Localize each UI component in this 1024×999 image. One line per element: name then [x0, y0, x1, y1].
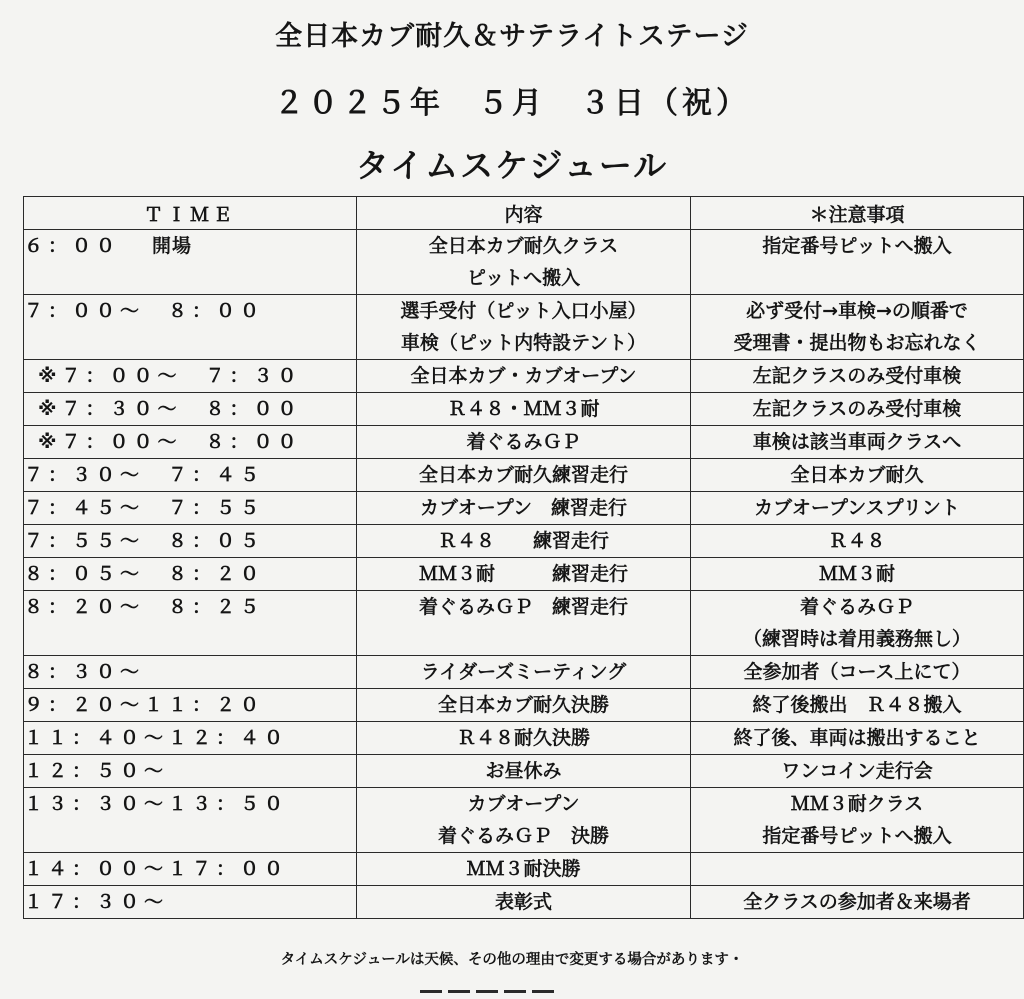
schedule-note-cell	[691, 492, 1024, 525]
schedule-note-cell	[691, 755, 1024, 788]
time-event-text: 開場	[152, 235, 193, 257]
time-text: ７：５５～ ８：０５	[24, 530, 265, 552]
schedule-content-cell	[357, 393, 691, 426]
time-text: ８：０５～ ８：２０	[24, 563, 265, 585]
schedule-row	[24, 591, 1024, 656]
time-text: ９：２０～１１：２０	[24, 694, 265, 716]
schedule-row	[24, 525, 1024, 558]
time-text: ７：３０～ ７：４５	[24, 464, 265, 486]
note-line: ワンコイン走行会	[781, 760, 933, 782]
content-line: 表彰式	[494, 891, 552, 913]
content-line: カブオープン 練習走行	[419, 497, 628, 519]
schedule-time-cell	[24, 459, 357, 492]
schedule-time-cell	[24, 656, 357, 689]
time-text: ７：００～ ８：００	[24, 300, 265, 322]
schedule-content-cell	[357, 558, 691, 591]
content-line: ＭＭ３耐決勝	[466, 858, 581, 880]
schedule-note-cell	[691, 230, 1024, 295]
content-line: Ｒ４８ 練習走行	[437, 530, 609, 552]
time-text: １２：５０～	[24, 760, 169, 782]
time-text: １７：３０～	[24, 891, 169, 913]
schedule-note-cell	[691, 788, 1024, 853]
time-text: ８：２０～ ８：２５	[24, 596, 265, 618]
event-title: 全日本カブ耐久＆サテライトステージ	[275, 21, 749, 52]
schedule-time-cell	[24, 591, 357, 656]
note-line: 着ぐるみＧＰ	[799, 596, 914, 618]
schedule-row	[24, 722, 1024, 755]
schedule-row	[24, 426, 1024, 459]
note-line: 全日本カブ耐久	[790, 464, 924, 486]
schedule-row	[24, 492, 1024, 525]
schedule-row	[24, 393, 1024, 426]
schedule-table	[23, 196, 1024, 919]
content-line: カブオープン	[467, 793, 580, 815]
content-line: Ｒ４８耐久決勝	[456, 727, 590, 749]
content-line: 選手受付（ピット入口小屋）	[400, 300, 647, 322]
schedule-row	[24, 788, 1024, 853]
schedule-time-cell	[24, 755, 357, 788]
schedule-content-cell	[357, 755, 691, 788]
schedule-note-cell	[691, 558, 1024, 591]
schedule-time-cell	[24, 492, 357, 525]
schedule-note-cell	[691, 459, 1024, 492]
schedule-content-cell	[357, 360, 691, 393]
schedule-time-cell	[24, 360, 357, 393]
schedule-row	[24, 853, 1024, 886]
content-line: 全日本カブ・カブオープン	[410, 365, 637, 387]
content-line: 着ぐるみＧＰ 練習走行	[418, 596, 628, 618]
time-text: ※７：００～ ７：３０	[38, 365, 302, 387]
time-text: １３：３０～１３：５０	[24, 793, 289, 815]
time-text: ※７：３０～ ８：００	[38, 398, 302, 420]
schedule-row	[24, 459, 1024, 492]
note-line: 左記クラスのみ受付車検	[752, 365, 962, 387]
schedule-time-cell	[24, 886, 357, 919]
note-line: 指定番号ピットへ搬入	[762, 235, 952, 257]
note-line: ＭＭ３耐クラス	[790, 793, 924, 815]
schedule-note-cell	[691, 689, 1024, 722]
content-line: 全日本カブ耐久クラス	[428, 235, 619, 257]
schedule-footnote: タイムスケジュールは天候、その他の理由で変更する場合があります・	[280, 952, 744, 968]
schedule-row	[24, 689, 1024, 722]
note-line: 指定番号ピットへ搬入	[762, 825, 952, 847]
schedule-note-cell	[691, 525, 1024, 558]
schedule-note-cell	[691, 886, 1024, 919]
schedule-content-cell	[357, 788, 691, 853]
schedule-time-cell	[24, 689, 357, 722]
schedule-row	[24, 295, 1024, 360]
cutoff-text-fragment	[420, 988, 620, 999]
schedule-row	[24, 755, 1024, 788]
schedule-row	[24, 230, 1024, 295]
note-line: カブオープンスプリント	[754, 497, 960, 519]
note-line: 受理書・提出物もお忘れなく	[733, 332, 981, 354]
content-line: ピットへ搬入	[466, 267, 581, 289]
schedule-time-cell	[24, 426, 357, 459]
header-time: ＴＩＭＥ	[24, 197, 357, 230]
schedule-content-cell	[357, 656, 691, 689]
content-line: 車検（ピット内特設テント）	[400, 332, 647, 354]
note-line: ＭＭ３耐	[818, 563, 895, 585]
schedule-time-cell	[24, 230, 357, 295]
note-line: 全参加者（コース上にて）	[743, 661, 971, 683]
content-line: 着ぐるみＧＰ 決勝	[437, 825, 609, 847]
schedule-note-cell	[691, 393, 1024, 426]
schedule-time-cell	[24, 788, 357, 853]
schedule-row	[24, 360, 1024, 393]
note-line: 終了後、車両は搬出すること	[733, 727, 981, 749]
time-text: １１：４０～１２：４０	[24, 727, 289, 749]
schedule-note-cell	[691, 722, 1024, 755]
schedule-row	[24, 558, 1024, 591]
schedule-content-cell	[357, 295, 691, 360]
schedule-note-cell	[691, 591, 1024, 656]
schedule-time-cell	[24, 722, 357, 755]
schedule-time-cell	[24, 853, 357, 886]
schedule-body	[24, 230, 1024, 919]
time-text: ７：４５～ ７：５５	[24, 497, 265, 519]
schedule-row	[24, 656, 1024, 689]
schedule-header-row	[24, 197, 1024, 230]
schedule-content-cell	[357, 230, 691, 295]
schedule-content-cell	[357, 853, 691, 886]
note-line: 全クラスの参加者＆来場者	[743, 891, 971, 913]
note-line: Ｒ４８	[828, 530, 886, 552]
schedule-content-cell	[357, 886, 691, 919]
content-line: ライダーズミーティング	[420, 661, 627, 683]
schedule-content-cell	[357, 525, 691, 558]
schedule-content-cell	[357, 591, 691, 656]
schedule-time-cell	[24, 525, 357, 558]
schedule-time-cell	[24, 558, 357, 591]
schedule-content-cell	[357, 492, 691, 525]
note-line: 車検は該当車両クラスへ	[752, 431, 962, 453]
content-line: 全日本カブ耐久決勝	[437, 694, 609, 716]
time-text: ６：００	[24, 235, 121, 257]
schedule-content-cell	[357, 722, 691, 755]
schedule-content-cell	[357, 426, 691, 459]
time-text: １４：００～１７：００	[24, 858, 289, 880]
time-text: ※７：００～ ８：００	[38, 431, 302, 453]
schedule-row	[24, 886, 1024, 919]
content-line: お昼休み	[485, 760, 562, 782]
schedule-content-cell	[357, 459, 691, 492]
schedule-subtitle: タイムスケジュール	[355, 146, 669, 185]
schedule-time-cell	[24, 393, 357, 426]
note-line: 終了後搬出 Ｒ４８搬入	[752, 694, 962, 716]
schedule-content-cell	[357, 689, 691, 722]
content-line: ＭＭ３耐 練習走行	[418, 563, 628, 585]
schedule-time-cell	[24, 295, 357, 360]
header-content: 内容	[357, 197, 691, 230]
note-line: （練習時は着用義務無し）	[742, 628, 971, 650]
content-line: 着ぐるみＧＰ	[466, 431, 581, 453]
schedule-note-cell	[691, 426, 1024, 459]
time-text: ８：３０～	[24, 661, 145, 683]
note-line: 必ず受付→車検→の順番で	[746, 300, 968, 322]
schedule-note-cell	[691, 853, 1024, 886]
content-line: 全日本カブ耐久練習走行	[418, 464, 628, 486]
schedule-note-cell	[691, 656, 1024, 689]
content-line: Ｒ４８・ＭＭ３耐	[447, 398, 600, 420]
schedule-note-cell	[691, 295, 1024, 360]
note-line: 左記クラスのみ受付車検	[752, 398, 962, 420]
header-note: ＊注意事項	[691, 197, 1024, 230]
schedule-note-cell	[691, 360, 1024, 393]
event-date: ２０２５年 ５月 ３日（祝）	[274, 86, 750, 121]
